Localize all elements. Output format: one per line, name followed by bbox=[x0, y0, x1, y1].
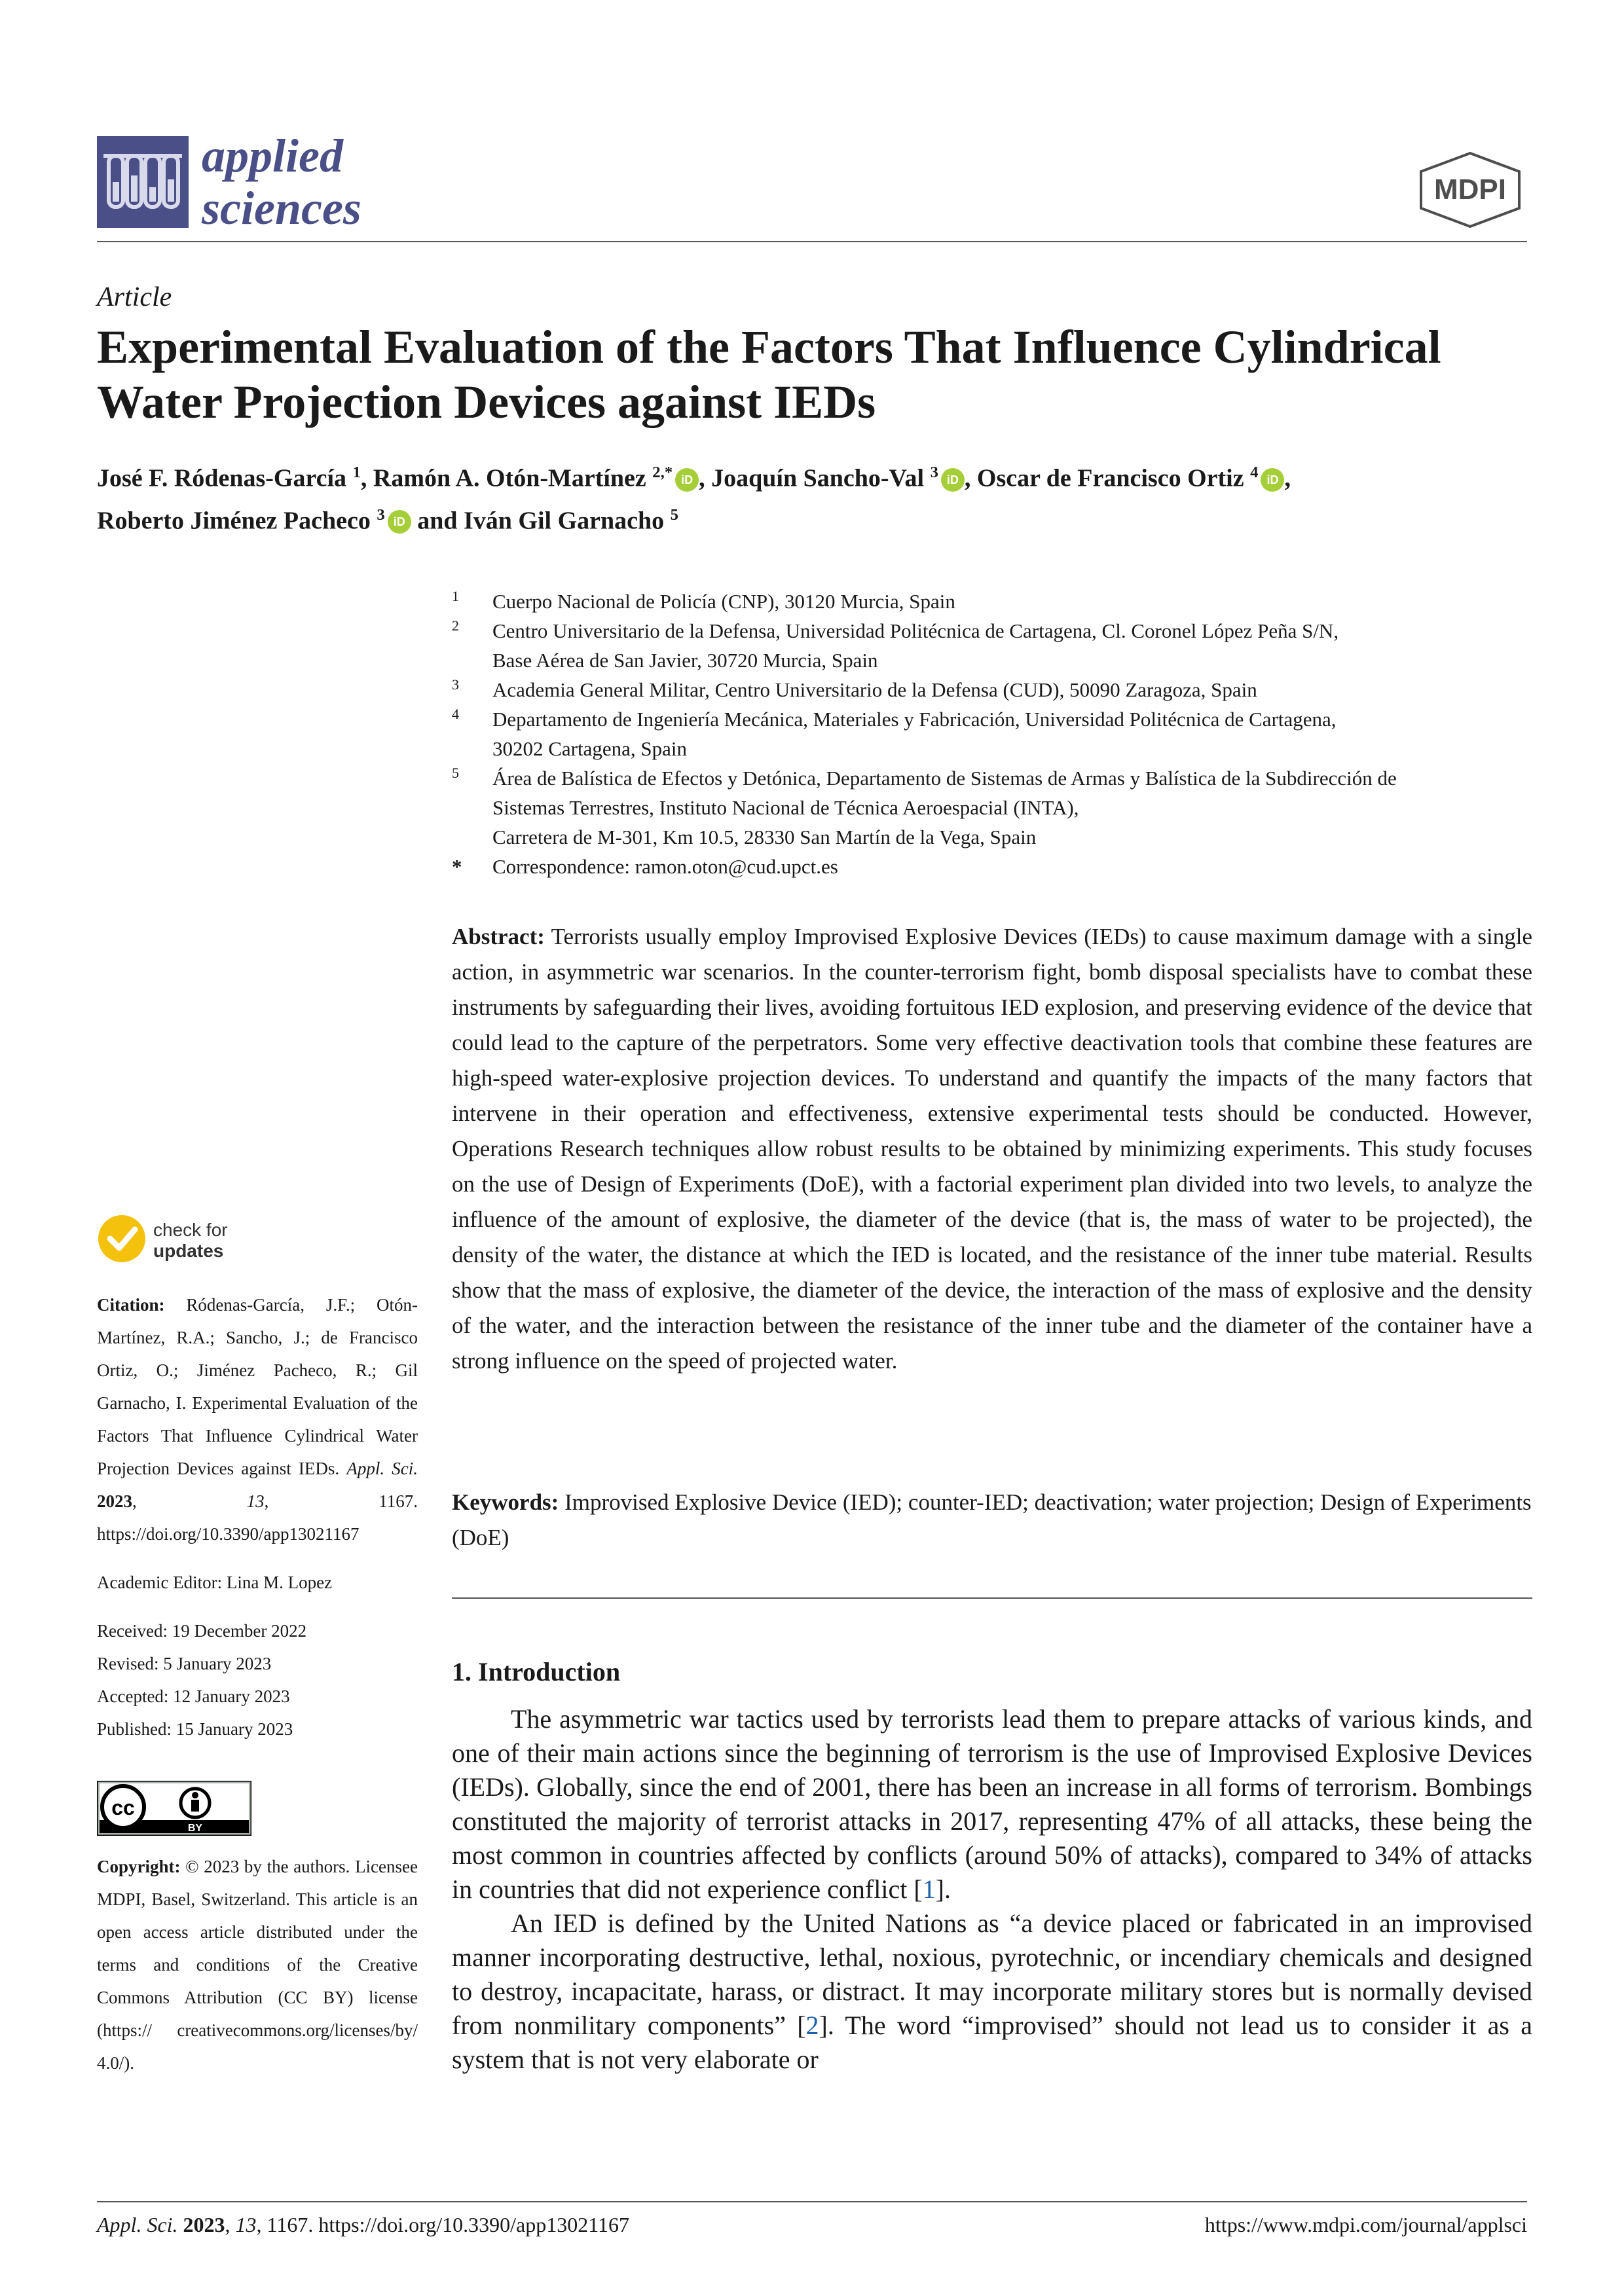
affiliation-item bbox=[452, 587, 1532, 616]
abstract bbox=[452, 919, 1532, 1379]
affiliation-line: Carretera de M-301, Km 10.5, 28330 San Martín de la Vega, Spain bbox=[492, 826, 1037, 848]
correspondence-text[interactable]: Correspondence: ramon.oton@cud.upct.es bbox=[492, 855, 838, 878]
author-name[interactable]: Ramón A. Otón-Martínez bbox=[373, 464, 646, 492]
author-name[interactable]: Roberto Jiménez Pacheco bbox=[97, 507, 371, 535]
affiliation-line: Centro Universitario de la Defensa, Universidad Politécnica de Cartagena, Cl. Coronel López Peña S/N, bbox=[492, 619, 1339, 642]
mdpi-logo bbox=[1414, 151, 1526, 229]
orcid-icon[interactable]: iD bbox=[675, 468, 699, 492]
date-published: Published: 15 January 2023 bbox=[97, 1719, 293, 1739]
affiliation-item bbox=[452, 704, 1532, 763]
journal-name-line1: applied bbox=[202, 130, 343, 182]
date-accepted: Accepted: 12 January 2023 bbox=[97, 1686, 290, 1706]
paragraph: An IED is defined by the United Nations as “a device placed or fabricated in an improvised manner incorporating destructive, lethal, noxious, pyrotechnic, or incendiary chemicals and designed to destroy, incapacitate, harass, or distract. It may incorporate military stores but is normally devised from nonmilitary components” [2]. The word “improvised” should not lead us to consider it as a system that is not very elaborate or bbox=[452, 1908, 1532, 2074]
citation-block: Citation: Ródenas-García, J.F.; Otón-Martínez, R.A.; Sancho, J.; de Francisco Ortiz, O.; Jiménez Pacheco, R.; Gil Garnacho, I. Experimental Evaluation of the Factors That Influence Cylindrical Water Projection Devices against IEDs. Appl. Sci. 2023, 13, 1167. https://doi.org/10.3390/app13021167 bbox=[97, 1295, 418, 1544]
academic-editor: Academic Editor: Lina M. Lopez bbox=[97, 1573, 333, 1592]
affiliation-number: 3 bbox=[452, 676, 459, 693]
affiliation-line: Departamento de Ingeniería Mecánica, Materiales y Fabricación, Universidad Politécnica de Cartagena, bbox=[492, 708, 1337, 731]
orcid-icon[interactable]: iD bbox=[388, 510, 411, 534]
affiliation-item bbox=[452, 763, 1532, 852]
affiliation-line: Área de Balística de Efectos y Detónica, Departamento de Sistemas de Armas y Balística de la Subdirección de bbox=[492, 767, 1397, 790]
svg-text:cc: cc bbox=[111, 1796, 135, 1819]
footer-year: 2023 bbox=[183, 2213, 225, 2236]
keywords-label: Keywords: bbox=[452, 1489, 559, 1515]
mdpi-logo-text: MDPI bbox=[1434, 173, 1506, 206]
citation-doi[interactable]: , 1167. https://doi.org/10.3390/app13021167 bbox=[97, 1491, 418, 1544]
article-title: Experimental Evaluation of the Factors That Influence Cylindrical Water Projection Devices against IEDs bbox=[97, 321, 1441, 428]
journal-name bbox=[202, 130, 361, 234]
footer-journal-url[interactable]: https://www.mdpi.com/journal/applsci bbox=[1204, 2213, 1527, 2236]
correspondence-mark: * bbox=[452, 855, 462, 878]
keywords-text: Improvised Explosive Device (IED); counter-IED; deactivation; water projection; Design of Experiments (DoE) bbox=[452, 1489, 1532, 1550]
citation-label: Citation: bbox=[97, 1295, 165, 1315]
paragraph: The asymmetric war tactics used by terrorists lead them to prepare attacks of various kinds, and one of their main actions since the beginning of terrorism is the use of Improvised Explosive Devices (IEDs). Globally, since the end of 2001, there has been an increase in all forms of terrorism. Bombings constituted the majority of terrorist attacks in 2017, representing 47% of all attacks, these being the most common in countries affected by conflicts (around 50% of attacks), compared to 34% of attacks in countries that did not experience conflict [1]. bbox=[452, 1704, 1532, 1904]
author-affiliation-mark: 3 bbox=[377, 505, 385, 524]
citation-journal: Appl. Sci. bbox=[346, 1459, 418, 1478]
author-list: José F. Ródenas-García $^1$, Ramón A. Otón-Martínez $^{2,*}$ iD , Joaquín Sancho-Val $^3$ iD , Oscar de Francisco Ortiz $^4$ iD , Roberto Jiménez Pacheco $^3$ iD and Iván Gil Garnacho $^5$ bbox=[97, 464, 1291, 535]
affiliation-list bbox=[452, 587, 1532, 881]
copyright-notice bbox=[97, 1850, 418, 2079]
affiliation-line: 30202 Cartagena, Spain bbox=[492, 737, 688, 760]
footer-journal: Appl. Sci. bbox=[97, 2213, 178, 2236]
introduction-body bbox=[452, 1702, 1532, 2077]
cc-by-label: BY bbox=[187, 1823, 203, 1834]
affiliation-line: Base Aérea de San Javier, 30720 Murcia, Spain bbox=[492, 649, 878, 672]
check-for-updates-button[interactable] bbox=[97, 1212, 313, 1265]
paragraph-text: The word “improvised” should not lead us to consider it as a system that is not very elaborate or bbox=[452, 2011, 1532, 2074]
author-affiliation-mark: 1 bbox=[352, 464, 361, 481]
author-name[interactable]: Joaquín Sancho-Val bbox=[711, 464, 925, 492]
paragraph-text: An IED is defined by the United Nations as “a device placed or fabricated in an improvised manner incorporating destructive, lethal, noxious, pyrotechnic, or incendiary chemicals and designed to destroy, incapacitate, harass, or distract. It may incorporate military stores but is normally devised from nonmilitary components” bbox=[452, 1908, 1532, 2040]
author-name[interactable]: Oscar de Francisco Ortiz bbox=[976, 464, 1244, 492]
author-affiliation-mark: 2,* bbox=[652, 464, 673, 481]
author-name[interactable]: Iván Gil Garnacho bbox=[463, 507, 665, 535]
sidebar bbox=[97, 1288, 418, 1745]
abstract-label: Abstract: bbox=[452, 924, 545, 949]
check-for-updates-line2: updates bbox=[153, 1241, 224, 1261]
author-affiliation-mark: 5 bbox=[670, 505, 678, 524]
keywords bbox=[452, 1485, 1532, 1556]
affiliation-item bbox=[452, 616, 1532, 675]
author-affiliation-mark: 3 bbox=[930, 464, 938, 481]
header-divider bbox=[97, 241, 1527, 242]
copyright-text: © 2023 by the authors. Licensee MDPI, Basel, Switzerland. This article is an open access article distributed under the terms and conditions of the Creative Commons Attribution (CC BY) license (https:// creativecommons.org/licenses/by/ 4.0/). bbox=[97, 1857, 418, 2073]
affiliation-line: Sistemas Terrestres, Instituto Nacional de Técnica Aeroespacial (INTA), bbox=[492, 796, 1079, 819]
cc-by-license-icon[interactable] bbox=[97, 1781, 251, 1836]
footer-doi-link[interactable]: , 1167. https://doi.org/10.3390/app13021167 bbox=[256, 2213, 630, 2236]
section-heading: 1. Introduction bbox=[452, 1657, 621, 1686]
citation-link[interactable]: 2 bbox=[805, 2011, 819, 2040]
affiliation-line: Academia General Militar, Centro Universitario de la Defensa (CUD), 50090 Zaragoza, Spain bbox=[492, 678, 1257, 701]
citation-text: Ródenas-García, J.F.; Otón-Martínez, R.A.; Sancho, J.; de Francisco Ortiz, O.; Jiménez Pacheco, R.; Gil Garnacho, I. Experimental Evaluation of the Factors That Influence Cylindrical Water Projection Devices against IEDs. bbox=[97, 1295, 418, 1478]
author-name[interactable]: José F. Ródenas-García bbox=[97, 464, 347, 492]
date-received: Received: 19 December 2022 bbox=[97, 1621, 307, 1641]
affiliation-line: Cuerpo Nacional de Policía (CNP), 30120 Murcia, Spain bbox=[492, 590, 955, 613]
affiliation-number: 2 bbox=[452, 617, 459, 634]
journal-name-line2: sciences bbox=[202, 182, 361, 234]
footer-volume: 13 bbox=[235, 2213, 257, 2236]
date-revised: Revised: 5 January 2023 bbox=[97, 1654, 272, 1673]
citation-link[interactable]: 1 bbox=[922, 1874, 936, 1904]
affiliation-number: 5 bbox=[452, 765, 459, 781]
orcid-icon[interactable]: iD bbox=[1261, 468, 1284, 492]
copyright-label: Copyright: bbox=[97, 1857, 181, 1876]
orcid-icon[interactable]: iD bbox=[941, 468, 965, 492]
journal-logo-icon bbox=[97, 136, 189, 228]
footer-citation: Appl. Sci. 2023, 13, 1167. https://doi.org/10.3390/app13021167 bbox=[97, 2213, 630, 2236]
affiliation-item bbox=[452, 675, 1532, 704]
check-for-updates-line1: check for bbox=[153, 1220, 228, 1240]
correspondence bbox=[452, 852, 1532, 881]
affiliation-number: 1 bbox=[452, 588, 459, 604]
abstract-text: Terrorists usually employ Improvised Explosive Devices (IEDs) to cause maximum damage with a single action, in asymmetric war scenarios. In the counter-terrorism fight, bomb disposal specialists have to combat these instruments by safeguarding their lives, avoiding fortuitous IED explosion, and preserving evidence of the device that could lead to the capture of the perpetrators. Some very effective deactivation tools that combine these features are high-speed water-explosive projection devices. To understand and quantify the impacts of the many factors that intervene in their operation and effectiveness, extensive experimental tests should be conducted. However, Operations Research techniques allow robust results to be obtained by minimizing experiments. This study focuses on the use of Design of Experiments (DoE), with a factorial experiment plan divided into two levels, to analyze the influence of the amount of explosive, the diameter of the device (that is, the mass of water to be projected), the density of the water, the distance at which the IED is located, and the resistance of the inner tube material. Results show that the mass of explosive, the diameter of the device, the interaction of the mass of explosive and the density of the water, and the interaction between the resistance of the inner tube and the diameter of the container have a strong influence on the speed of projected water. bbox=[452, 924, 1532, 1374]
abstract-divider bbox=[452, 1597, 1532, 1599]
paragraph-text: The asymmetric war tactics used by terrorists lead them to prepare attacks of various kinds, and one of their main actions since the beginning of terrorism is the use of Improvised Explosive Devices (IEDs). Globally, since the end of 2001, there has been an increase in all forms of terrorism. Bombings constituted the majority of terrorist attacks in 2017, representing 47% of all attacks, these being the most common in countries affected by conflicts (around 50% of attacks), compared to 34% of attacks in countries that did not experience conflict bbox=[452, 1704, 1532, 1904]
author-affiliation-mark: 4 bbox=[1250, 464, 1259, 481]
affiliation-number: 4 bbox=[452, 706, 459, 722]
article-type: Article bbox=[97, 282, 172, 312]
footer-divider bbox=[97, 2201, 1527, 2202]
citation-volume: 13 bbox=[246, 1491, 265, 1511]
citation-year: 2023 bbox=[97, 1491, 132, 1511]
